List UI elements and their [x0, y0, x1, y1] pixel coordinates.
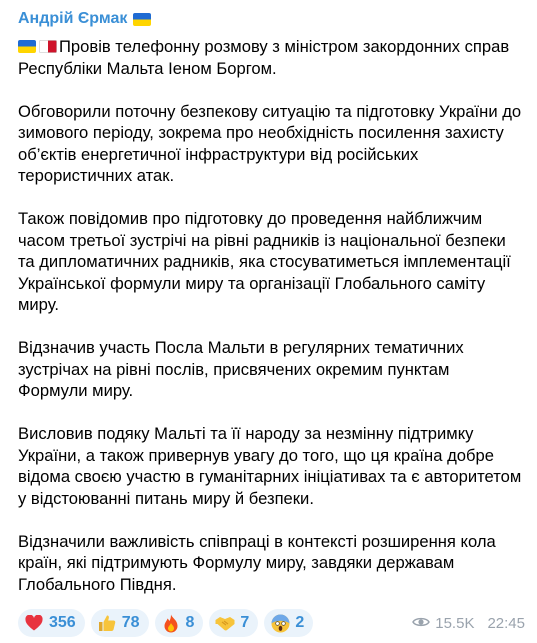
- ukraine-flag-icon: [18, 40, 36, 53]
- reaction-count: 7: [240, 614, 250, 631]
- ukraine-flag-icon: [133, 13, 151, 26]
- post-time: 22:45: [487, 614, 525, 632]
- reaction-count: 78: [121, 614, 140, 631]
- post-paragraph: Відзначили важливість співпраці в контексті розширення кола країн, які підтримують Формулу миру, завдяки державам Глобального Півдня.: [18, 531, 496, 594]
- malta-flag-icon: [39, 40, 57, 53]
- thumbs-up-icon: [97, 613, 117, 633]
- reaction-fire[interactable]: [155, 609, 204, 637]
- post-footer: [18, 608, 525, 638]
- eye-icon: [412, 615, 430, 632]
- reaction-count: 2: [295, 614, 305, 631]
- post-paragraph: Висловив подяку Мальті та її народу за незмінну підтримку України, а також привернув увагу до того, що ця країна добре відома своєю участю в гуманітарних ініціативах та є авторитетом у відстоюванні питань миру й безпеки.: [18, 424, 522, 508]
- reaction-handshake[interactable]: [209, 609, 258, 637]
- post-meta: [412, 615, 525, 632]
- view-count: 15.5K: [435, 614, 475, 632]
- post-paragraph: [18, 36, 523, 79]
- fire-icon: [161, 613, 181, 633]
- post-body: [18, 36, 523, 595]
- paragraph-text: Провів телефонну розмову з міністром закордонних справ Республіки Мальта Іеном Боргом.: [18, 37, 510, 78]
- post-paragraph: Відзначив участь Посла Мальти в регулярних тематичних зустрічах на рівні послів, присвячених окремим пунктам Формули миру.: [18, 338, 464, 400]
- reaction-count: 356: [49, 614, 76, 631]
- screaming-face-icon: [270, 613, 290, 633]
- author-name[interactable]: Андрій Єрмак: [18, 10, 128, 27]
- handshake-icon: [215, 613, 235, 633]
- post-paragraph: Обговорили поточну безпекову ситуацію та підготовку України до зимового періоду, зокрема про необхідність посилення захисту об’єктів енергетичної інфраструктури від російських терористичних атак.: [18, 101, 522, 185]
- reaction-heart[interactable]: [18, 609, 85, 637]
- post-author[interactable]: [18, 8, 523, 30]
- heart-icon: [24, 613, 44, 633]
- lead-flags: [18, 40, 57, 53]
- reactions-bar: [18, 609, 313, 637]
- reaction-count: 8: [185, 614, 195, 631]
- post-paragraph: Також повідомив про підготовку до проведення найближчим часом третьої зустрічі на рівні радників із національної безпеки та дипломатичних радників, яка стосуватиметься імплементації Української формули миру та організації Глобального саміту миру.: [18, 209, 511, 314]
- reaction-thumbs-up[interactable]: [91, 609, 149, 637]
- reaction-screaming-face[interactable]: [264, 609, 313, 637]
